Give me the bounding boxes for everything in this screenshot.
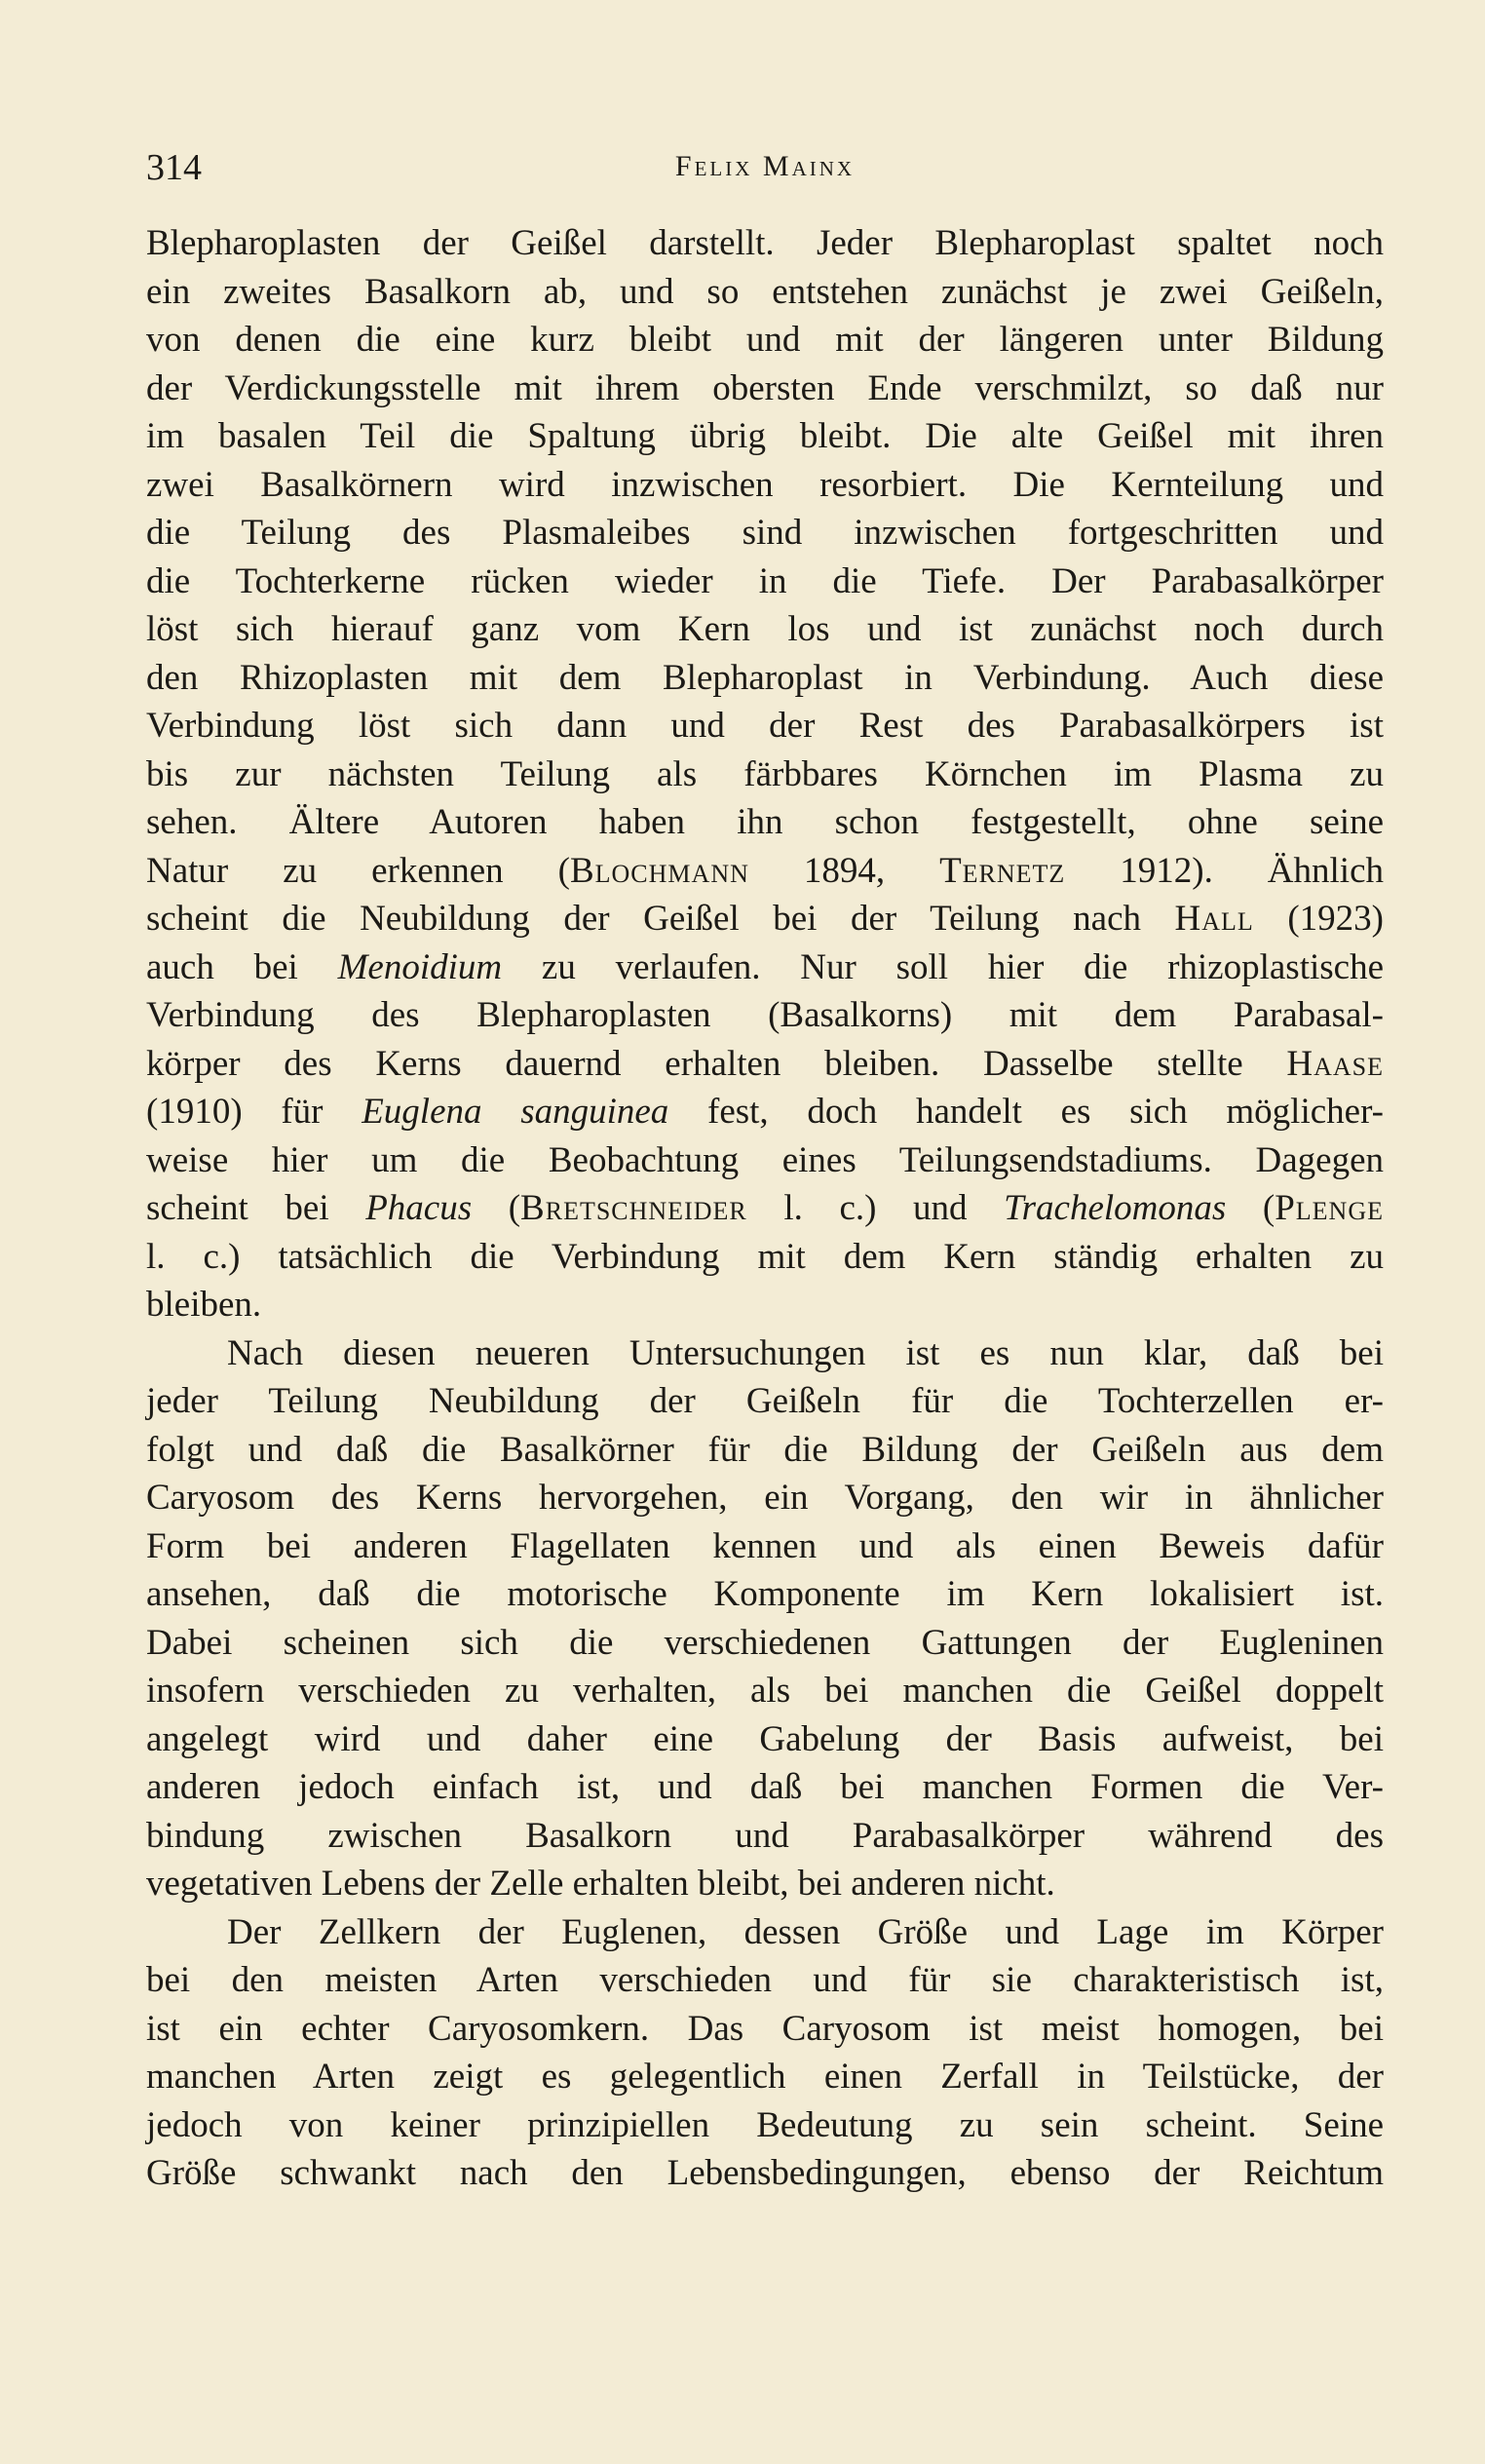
- text-run: l. c.) und: [746, 1188, 1005, 1228]
- text-line: [146, 509, 1384, 558]
- text-run: zu verlaufen. Nur soll hier die rhizoplastische: [502, 946, 1385, 987]
- text-run: die Teilung des Plasmaleibes sind inzwischen fortgeschritten und: [146, 513, 1384, 553]
- text-line: [146, 1040, 1384, 1089]
- text-run: weise hier um die Beobachtung eines Teilungsendstadiums. Dagegen: [146, 1139, 1384, 1180]
- text-line: [146, 943, 1384, 992]
- text-line: [146, 1377, 1384, 1426]
- text-line: [146, 1715, 1384, 1764]
- text-line: [146, 268, 1384, 317]
- text-line: [146, 316, 1384, 365]
- text-run: folgt und daß die Basalkörner für die Bildung der Geißeln aus dem: [146, 1429, 1384, 1470]
- text-line: [146, 558, 1384, 606]
- text-run: den Rhizoplasten mit dem Blepharoplast in Verbindung. Auch diese: [146, 657, 1384, 698]
- text-run: 1912). Ähnlich: [1065, 850, 1385, 891]
- text-run: Der Zellkern der Euglenen, dessen Größe und Lage im Körper: [227, 1911, 1384, 1952]
- text-line: [146, 461, 1384, 510]
- text-run: bei den meisten Arten verschieden und für sie charakteristisch ist,: [146, 1960, 1384, 2000]
- text-line: [146, 219, 1384, 268]
- text-run: (: [1226, 1188, 1276, 1228]
- text-run: auch bei: [146, 946, 338, 987]
- text-run: scheint bei: [146, 1188, 366, 1228]
- paragraph: [146, 219, 1384, 1329]
- text-line: [146, 1088, 1384, 1136]
- text-line: [146, 798, 1384, 847]
- text-run: Verbindung des Blepharoplasten (Basalkorns) mit dem Parabasal-: [146, 995, 1384, 1035]
- taxon-name: Trachelomonas: [1004, 1188, 1227, 1228]
- text-run: Größe schwankt nach den Lebensbedingungen, ebenso der Reichtum: [146, 2153, 1384, 2193]
- text-line: [146, 365, 1384, 413]
- text-run: Dabei scheinen sich die verschiedenen Gattungen der Eugleninen: [146, 1622, 1384, 1663]
- text-line: [146, 1619, 1384, 1668]
- taxon-name: Phacus: [365, 1188, 473, 1228]
- text-line: [146, 2005, 1384, 2054]
- text-run: (1923): [1253, 899, 1384, 939]
- author-name: Ternetz: [939, 850, 1066, 891]
- text-line: [146, 847, 1384, 896]
- text-run: (1910) für: [146, 1092, 362, 1132]
- text-run: Form bei anderen Flagellaten kennen und als einen Beweis dafür: [146, 1525, 1384, 1566]
- text-line: [146, 412, 1384, 461]
- text-run: l. c.) tatsächlich die Verbindung mit dem Kern ständig erhalten zu: [146, 1236, 1384, 1277]
- text-line: [146, 1233, 1384, 1282]
- text-line: [146, 1763, 1384, 1812]
- text-run: löst sich hierauf ganz vom Kern los und ist zunächst noch durch: [146, 609, 1384, 649]
- text-run: Caryosom des Kerns hervorgehen, ein Vorgang, den wir in ähnlicher: [146, 1478, 1384, 1518]
- text-run: Blepharoplasten der Geißel darstellt. Jeder Blepharoplast spaltet noch: [146, 223, 1384, 263]
- text-run: scheint die Neubildung der Geißel bei der Teilung nach: [146, 899, 1175, 939]
- text-run: Verbindung löst sich dann und der Rest des Parabasalkörpers ist: [146, 706, 1384, 746]
- text-run: manchen Arten zeigt es gelegentlich einen Zerfall in Teilstücke, der: [146, 2057, 1384, 2097]
- text-line: [146, 1136, 1384, 1185]
- text-run: angelegt wird und daher eine Gabelung der Basis aufweist, bei: [146, 1718, 1384, 1759]
- text-run: sehen. Ältere Autoren haben ihn schon festgestellt, ohne seine: [146, 802, 1384, 842]
- paragraph: [146, 1329, 1384, 1908]
- text-line: [146, 1956, 1384, 2005]
- text-line: [146, 1908, 1384, 1957]
- text-run: ein zweites Basalkorn ab, und so entstehen zunächst je zwei Geißeln,: [146, 271, 1384, 312]
- text-run: von denen die eine kurz bleibt und mit der längeren unter Bildung: [146, 320, 1384, 360]
- text-run: vegetativen Lebens der Zelle erhalten bleibt, bei anderen nicht.: [146, 1864, 1055, 1904]
- text-run: jedoch von keiner prinzipiellen Bedeutung zu sein scheint. Seine: [146, 2104, 1384, 2145]
- text-run: der Verdickungsstelle mit ihrem obersten Ende verschmilzt, so daß nur: [146, 367, 1384, 408]
- text-run: bindung zwischen Basalkorn und Parabasalkörper während des: [146, 1815, 1384, 1856]
- author-name: Bretschneider: [520, 1188, 747, 1228]
- text-run: insofern verschieden zu verhalten, als bei manchen die Geißel doppelt: [146, 1671, 1384, 1711]
- text-line: [146, 1474, 1384, 1522]
- text-run: bis zur nächsten Teilung als färbbares Körnchen im Plasma zu: [146, 753, 1384, 794]
- author-name: Haase: [1286, 1043, 1384, 1084]
- author-name: Plenge: [1275, 1188, 1384, 1228]
- text-line: [146, 1860, 1384, 1908]
- taxon-name: Menoidium: [337, 946, 503, 987]
- text-line: [146, 2149, 1384, 2198]
- text-line: [146, 605, 1384, 654]
- text-run: 1894,: [748, 850, 940, 891]
- text-run: Nach diesen neueren Untersuchungen ist es nun klar, daß bei: [227, 1332, 1384, 1373]
- page-number: 314: [146, 147, 202, 188]
- text-line: [146, 751, 1384, 799]
- text-run: bleiben.: [146, 1285, 262, 1325]
- text-run: im basalen Teil die Spaltung übrig bleibt. Die alte Geißel mit ihren: [146, 416, 1384, 456]
- text-line: [146, 1522, 1384, 1571]
- text-line: [146, 2101, 1384, 2150]
- text-line: [146, 991, 1384, 1040]
- running-head: Felix Mainx: [674, 150, 856, 182]
- text-run: jeder Teilung Neubildung der Geißeln für die Tochterzellen er-: [146, 1381, 1384, 1421]
- text-line: [146, 1812, 1384, 1861]
- taxon-name: Euglena sanguinea: [362, 1092, 669, 1132]
- author-name: Hall: [1174, 899, 1254, 939]
- text-line: [146, 1184, 1384, 1233]
- text-line: [146, 1329, 1384, 1378]
- text-line: [146, 654, 1384, 703]
- text-run: ist ein echter Caryosomkern. Das Caryosom ist meist homogen, bei: [146, 2008, 1384, 2049]
- text-line: [146, 1426, 1384, 1475]
- text-run: Natur zu erkennen (: [146, 850, 570, 891]
- text-line: [146, 895, 1384, 943]
- body-text: [146, 219, 1384, 2198]
- text-line: [146, 1281, 1384, 1329]
- text-line: [146, 1667, 1384, 1715]
- text-run: fest, doch handelt es sich möglicher-: [668, 1092, 1384, 1132]
- page-header: [146, 146, 1384, 195]
- text-run: körper des Kerns dauernd erhalten bleiben. Dasselbe stellte: [146, 1043, 1287, 1084]
- text-run: (: [472, 1188, 521, 1228]
- text-line: [146, 1570, 1384, 1619]
- text-run: zwei Basalkörnern wird inzwischen resorbiert. Die Kernteilung und: [146, 464, 1384, 505]
- text-run: ansehen, daß die motorische Komponente im Kern lokalisiert ist.: [146, 1574, 1384, 1614]
- author-name: Blochmann: [569, 850, 749, 891]
- text-run: anderen jedoch einfach ist, und daß bei manchen Formen die Ver-: [146, 1767, 1384, 1807]
- text-run: die Tochterkerne rücken wieder in die Tiefe. Der Parabasalkörper: [146, 560, 1384, 601]
- paragraph: [146, 1908, 1384, 2198]
- text-line: [146, 2053, 1384, 2101]
- text-line: [146, 702, 1384, 751]
